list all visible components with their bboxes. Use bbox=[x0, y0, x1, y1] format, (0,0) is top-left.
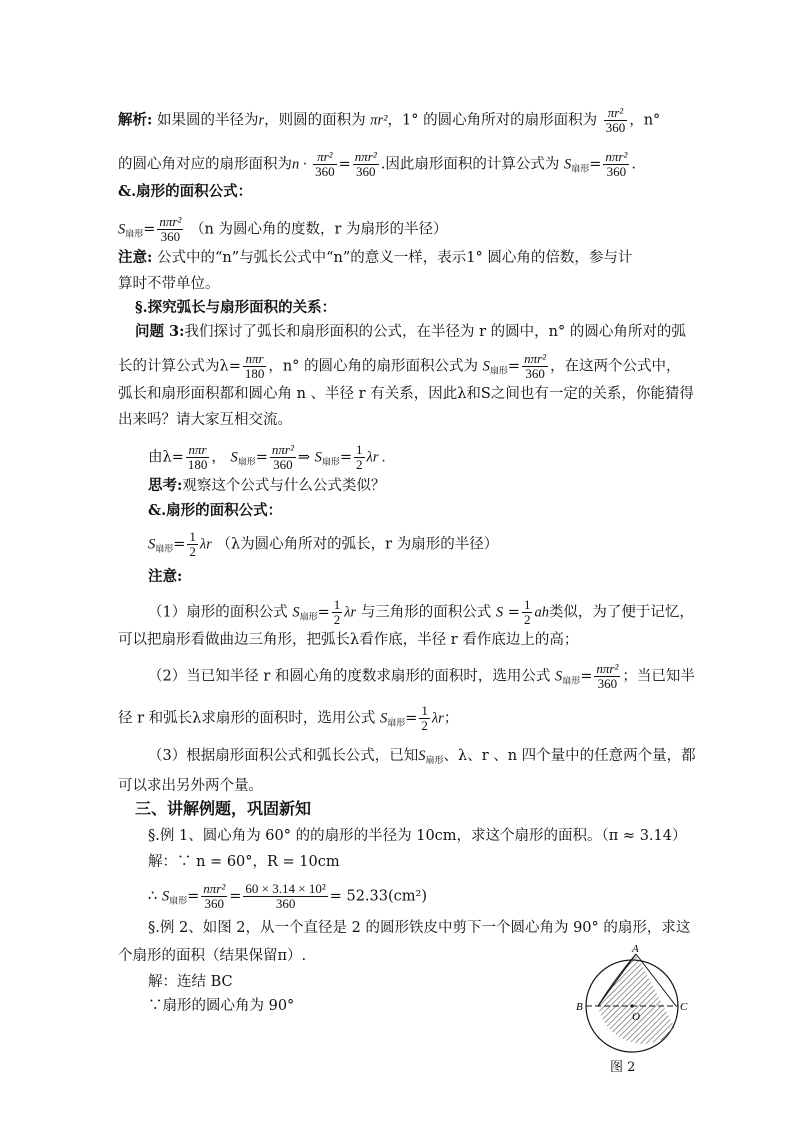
example1-solution-2 bbox=[148, 882, 427, 912]
text: ； bbox=[443, 710, 459, 727]
S-sub: 扇形 bbox=[387, 718, 406, 729]
explore-heading: §.探究弧长与扇形面积的关系： bbox=[135, 299, 337, 316]
S-sub: 扇形 bbox=[155, 544, 174, 555]
numerator: nπr² bbox=[524, 351, 547, 366]
fraction bbox=[187, 530, 198, 559]
n-dot: n · bbox=[292, 156, 307, 173]
var-r: r bbox=[258, 112, 265, 129]
attention1-line-2: 算时不带单位。 bbox=[118, 276, 220, 292]
formula1-note: （n 为圆心角的度数，r 为扇形的半径） bbox=[190, 221, 448, 238]
text: （1）扇形的面积公式 bbox=[148, 604, 288, 621]
attention2-p3-line-2: 可以求出另外两个量。 bbox=[118, 778, 263, 794]
S: S bbox=[314, 449, 322, 466]
numerator: 1 bbox=[356, 442, 363, 457]
fraction bbox=[604, 106, 628, 135]
circle-sector-diagram bbox=[574, 940, 690, 1056]
numerator: nπr² bbox=[354, 149, 377, 164]
example2-question-2: 个扇形的面积（结果保留π）. bbox=[118, 948, 307, 964]
think-line bbox=[148, 476, 385, 496]
attention2-p3-line-1 bbox=[148, 746, 696, 771]
explore-q-line-3: 弧长和扇形面积都和圆心角 n 、半径 r 有关系，因此λ和S之间也有一定的关系，你能猜得 bbox=[118, 386, 694, 402]
pi-r-squared: πr² bbox=[370, 112, 388, 129]
lambda-r: λr . bbox=[366, 449, 386, 466]
example2-solution-1: 解：连结 BC bbox=[148, 974, 233, 990]
text: 公式中的“n”与弧长公式中“n”的意义一样，表示1° 圆心角的倍数，参与计 bbox=[156, 250, 633, 266]
ah: ah bbox=[534, 604, 549, 621]
numerator: nπr² bbox=[596, 661, 619, 676]
numerator: nπr² bbox=[203, 881, 226, 896]
denominator: 180 bbox=[187, 457, 208, 472]
lambda-r: λr bbox=[344, 604, 357, 621]
therefore: ∴ bbox=[148, 888, 158, 905]
analysis-line-2 bbox=[118, 150, 636, 180]
S: S bbox=[379, 710, 388, 727]
S-sub: 扇形 bbox=[425, 756, 444, 766]
fraction bbox=[332, 598, 343, 627]
S-sub: 扇形 bbox=[299, 612, 318, 623]
equals: = bbox=[338, 156, 351, 173]
text: ，1° 的圆心角所对的扇形面积为 bbox=[387, 112, 598, 129]
lambda-r: λr bbox=[199, 536, 212, 553]
hatched-region bbox=[598, 954, 676, 1044]
text: 与三角形的面积公式 bbox=[360, 604, 492, 621]
formula1-line bbox=[118, 215, 448, 245]
attention1-line-1 bbox=[118, 248, 632, 268]
numerator: 1 bbox=[421, 703, 428, 718]
denominator: 360 bbox=[160, 229, 181, 244]
center-dot bbox=[630, 1004, 633, 1007]
denominator: 360 bbox=[275, 896, 296, 911]
numerator: πr² bbox=[604, 106, 628, 121]
text: 的圆心角对应的扇形面积为 bbox=[118, 156, 292, 173]
equals: = bbox=[229, 888, 242, 905]
fraction bbox=[157, 215, 183, 244]
example2-question-1: §.例 2、如图 2，从一个直径是 2 的圆形铁皮中剪下一个圆心角为 90° 的扇形，求这 bbox=[148, 920, 691, 936]
S: S bbox=[495, 604, 504, 621]
fraction bbox=[603, 150, 629, 179]
S: S bbox=[148, 536, 156, 553]
numerator: πr² bbox=[313, 150, 337, 165]
figure-2 bbox=[574, 940, 690, 1064]
text: 如果圆的半径为 bbox=[156, 112, 259, 129]
attention2-label: 注意: bbox=[148, 568, 183, 585]
label-C: C bbox=[680, 1001, 688, 1013]
S-sub: 扇形 bbox=[571, 164, 590, 175]
attention2-p1-line-1 bbox=[148, 598, 694, 628]
S-sub: 扇形 bbox=[169, 896, 188, 907]
text: （2）当已知半径 r 和圆心角的度数求扇形的面积时，选用公式 bbox=[148, 668, 551, 685]
S: S bbox=[482, 358, 490, 375]
numerator: nπr² bbox=[271, 442, 294, 457]
section3-title: 三、讲解例题，巩固新知 bbox=[135, 799, 312, 818]
formula2-heading: &.扇形的面积公式： bbox=[148, 502, 283, 519]
fraction bbox=[522, 352, 548, 381]
text: 观察这个公式与什么公式类似？ bbox=[182, 478, 386, 494]
fraction bbox=[186, 443, 210, 472]
S-sub: 扇形 bbox=[321, 457, 340, 468]
text: 我们探讨了弧长和扇形面积的公式，在半径为 r 的圆中，n° 的圆心角所对的弧 bbox=[184, 324, 686, 340]
equals: = bbox=[405, 710, 418, 727]
S: S bbox=[292, 604, 300, 621]
text: 由λ= bbox=[148, 449, 184, 466]
denominator: 2 bbox=[421, 718, 428, 733]
figure-caption: 图 2 bbox=[610, 1060, 636, 1075]
fraction bbox=[522, 598, 533, 627]
S-sub: 扇形 bbox=[125, 229, 144, 240]
attention2-p2-line-2 bbox=[118, 704, 458, 734]
numerator: 1 bbox=[189, 529, 196, 544]
numerator: nπr bbox=[243, 352, 267, 367]
denominator: 2 bbox=[333, 612, 341, 627]
S: S bbox=[118, 221, 126, 238]
equals: = bbox=[143, 221, 156, 238]
equals: = bbox=[317, 604, 330, 621]
lambda-r: λr bbox=[431, 710, 444, 727]
denominator: 360 bbox=[273, 457, 293, 472]
text: （3）根据扇形面积公式和弧长公式，已知 bbox=[148, 748, 419, 764]
fraction bbox=[243, 352, 267, 381]
fraction bbox=[419, 704, 430, 733]
denominator: 360 bbox=[597, 676, 618, 691]
numerator: 1 bbox=[523, 597, 531, 612]
S: S bbox=[563, 156, 572, 173]
denominator: 360 bbox=[204, 896, 224, 911]
example1-solution-1: 解：∵ n = 60°，R = 10cm bbox=[148, 854, 340, 870]
equals: = bbox=[255, 449, 268, 466]
attention2-p1-line-2: 可以把扇形看做曲边三角形，把弧长λ看作底，半径 r 看作底边上的高； bbox=[118, 632, 579, 648]
denominator: 360 bbox=[356, 164, 376, 179]
text: 长的计算公式为λ= bbox=[118, 358, 241, 375]
S-sub: 扇形 bbox=[237, 457, 256, 468]
attention2-p2-line-1 bbox=[148, 662, 695, 692]
numerator: 60 × 3.14 × 10² bbox=[245, 881, 326, 896]
text: ；当已知半 bbox=[622, 668, 695, 685]
denominator: 180 bbox=[244, 366, 265, 381]
fraction bbox=[270, 443, 296, 472]
formula1-heading: &.扇形的面积公式： bbox=[118, 183, 253, 200]
denominator: 360 bbox=[525, 366, 545, 381]
S-sub: 扇形 bbox=[562, 676, 581, 687]
example2-solution-2: ∵扇形的圆心角为 90° bbox=[148, 998, 295, 1014]
result: = 52.33(cm²) bbox=[329, 888, 427, 905]
explore-q-line-1 bbox=[135, 322, 686, 342]
fraction bbox=[201, 882, 227, 911]
text: ，则圆的面积为 bbox=[264, 112, 366, 129]
label-B: B bbox=[576, 1001, 583, 1013]
numerator: nπr² bbox=[605, 149, 628, 164]
equals: = bbox=[339, 449, 353, 466]
text: 径 r 和弧长λ求扇形的面积时，选用公式 bbox=[118, 710, 376, 727]
text: ， bbox=[211, 449, 226, 466]
label-A: A bbox=[632, 943, 639, 955]
text: 、λ、r 、n 四个量中的任意两个量，都 bbox=[443, 748, 696, 764]
fraction bbox=[353, 150, 379, 179]
denominator: 360 bbox=[605, 120, 626, 135]
implies: ⇒ bbox=[297, 449, 311, 466]
equals: = bbox=[507, 358, 521, 375]
explore-q-line-2 bbox=[118, 352, 681, 382]
denominator: 360 bbox=[315, 164, 335, 179]
text: .因此扇形面积的计算公式为 bbox=[380, 156, 560, 173]
equals: = bbox=[173, 536, 186, 553]
analysis-line-1 bbox=[118, 106, 660, 135]
label-O: O bbox=[632, 1011, 640, 1023]
equals: = bbox=[187, 888, 200, 905]
period: . bbox=[631, 156, 636, 173]
S: S bbox=[418, 748, 426, 764]
derivation-line bbox=[148, 443, 386, 473]
S: S bbox=[554, 668, 563, 685]
formula2-note: （λ为圆心角所对的弧长，r 为扇形的半径） bbox=[216, 536, 499, 553]
numerator: nπr bbox=[186, 443, 210, 458]
formula2-line bbox=[148, 530, 498, 560]
fraction bbox=[594, 662, 620, 691]
text: ，n° 的圆心角的扇形面积公式为 bbox=[268, 358, 479, 375]
numerator: 1 bbox=[333, 597, 341, 612]
text: ，n° bbox=[629, 112, 661, 129]
numerator: nπr² bbox=[159, 214, 182, 229]
attention1-label: 注意: bbox=[118, 249, 153, 266]
example1-question: §.例 1、圆心角为 60° 的的扇形的半径为 10cm，求这个扇形的面积。（π ≈ 3.14） bbox=[148, 828, 687, 844]
question-label: 问题 3: bbox=[135, 323, 185, 340]
analysis-label: 解析: bbox=[118, 111, 153, 129]
denominator: 360 bbox=[606, 164, 627, 179]
denominator: 2 bbox=[356, 457, 363, 472]
fraction bbox=[354, 443, 365, 472]
S: S bbox=[230, 449, 238, 466]
text: 类似，为了便于记忆， bbox=[548, 604, 694, 621]
text: ，在这两个公式中， bbox=[550, 358, 681, 375]
S: S bbox=[161, 888, 170, 905]
think-label: 思考: bbox=[148, 477, 183, 494]
denominator: 2 bbox=[189, 544, 196, 559]
denominator: 2 bbox=[523, 612, 531, 627]
fraction bbox=[313, 150, 337, 179]
fraction bbox=[243, 882, 327, 911]
explore-q-line-4: 出来吗？请大家互相交流。 bbox=[118, 412, 292, 428]
equals: = bbox=[589, 156, 602, 173]
equals: = bbox=[580, 668, 593, 685]
S-sub: 扇形 bbox=[489, 366, 508, 377]
equals: = bbox=[507, 604, 520, 621]
